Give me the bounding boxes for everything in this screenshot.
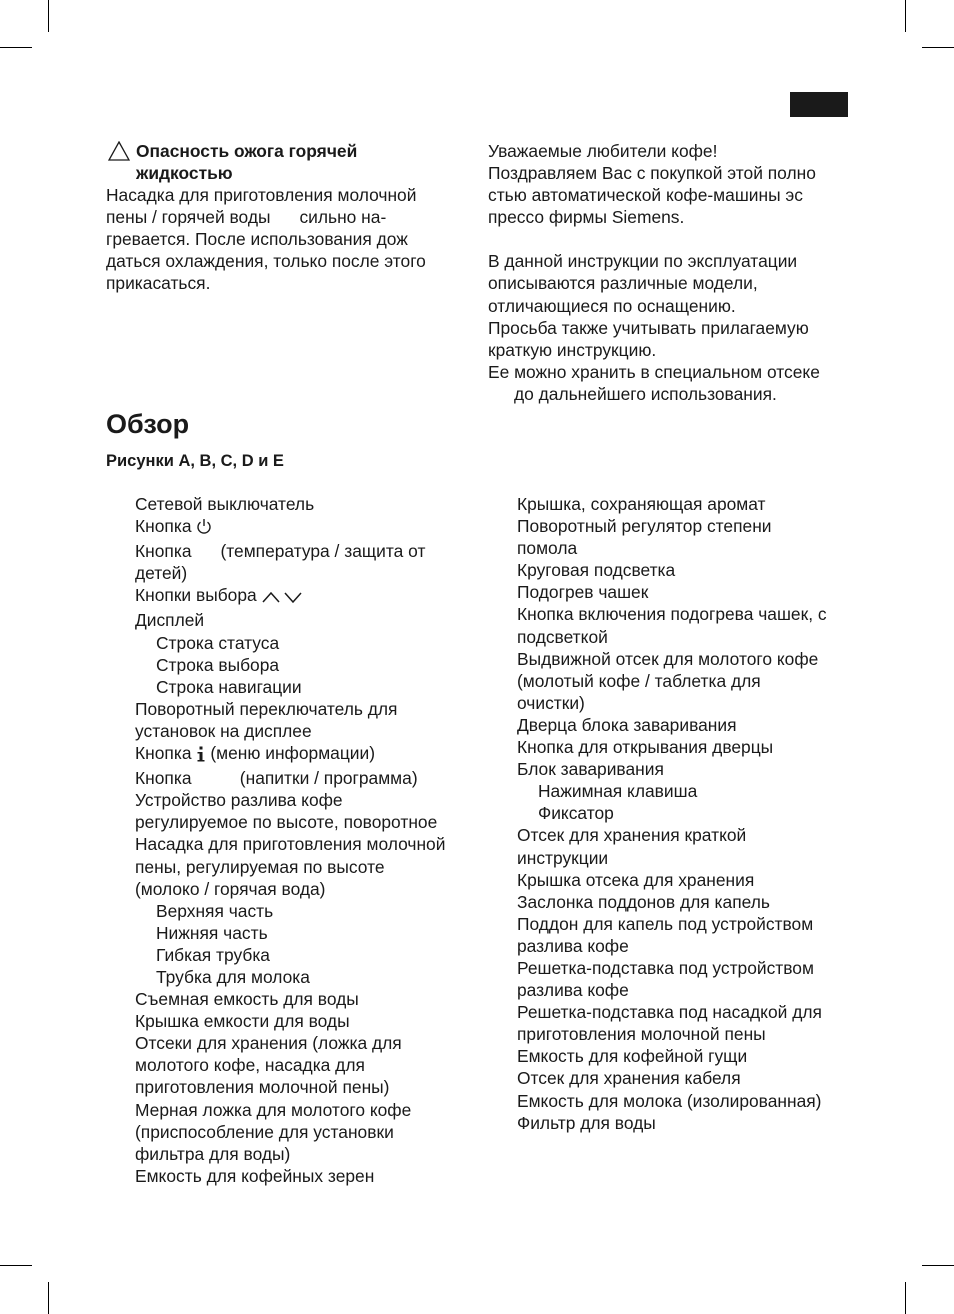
list-item-label: Строка статуса [156,632,280,653]
list-item [135,698,445,720]
list-item [517,979,827,1001]
intro-text [488,140,820,405]
list-item-label: Верхняя часть [156,900,274,921]
list-item-label: приготовления молочной пены [517,1024,766,1045]
list-item-label: Блок заваривания [517,759,664,780]
list-item-label: Решетка-подставка под насадкой для [517,1002,822,1023]
list-item-label: Фильтр для воды [517,1112,656,1133]
list-item [135,1032,445,1054]
list-item [517,736,827,758]
list-item [135,493,445,515]
list-item [135,833,445,855]
list-item-label: молотого кофе, насадка для [135,1055,365,1076]
list-item-label: детей) [135,563,188,584]
list-item [517,648,827,670]
intro-line: описываются различные модели, [488,273,758,294]
list-item-label: Насадка для приготовления молочной [135,834,446,855]
list-item-label: пены, регулируемая по высоте [135,856,385,877]
list-subitem [135,632,445,654]
list-item-label: Круговая подсветка [517,560,676,581]
list-item-tail: (меню информации) [205,743,376,764]
list-item [517,1045,827,1067]
list-item-label: Отсеки для хранения (ложка для [135,1033,402,1054]
list-item [517,957,827,979]
warning-body-line: пены / горячей воды сильно на- [106,207,387,228]
list-item [135,1076,445,1098]
crop-mark [905,1282,906,1314]
list-item [135,584,445,609]
warning-body-line: Насадка для приготовления молочной [106,185,417,205]
parts-list-right [517,493,827,1134]
list-item-label: Кнопка (напитки / программа) [135,768,418,789]
list-item [517,1023,827,1045]
list-subitem [135,900,445,922]
list-subitem [135,966,445,988]
crop-mark [48,1282,49,1314]
list-item [135,1121,445,1143]
list-item-label: Нижняя часть [156,922,268,943]
list-item-label: Строка выбора [156,654,280,675]
list-item-label: регулируемое по высоте, поворотное [135,812,438,833]
list-item [517,913,827,935]
list-item-label: Поддон для капель под устройством [517,913,814,934]
list-item-label: инструкции [517,847,609,868]
crop-mark [0,1265,32,1266]
list-item-label: Кнопка [135,743,192,764]
list-item [517,847,827,869]
intro-line: прессо фирмы Siemens. [488,207,685,228]
list-item [517,891,827,913]
list-subitem [517,802,827,824]
list-subitem [135,676,445,698]
crop-mark [905,0,906,32]
list-item-label: (молотый кофе / таблетка для [517,670,761,691]
list-subitem [135,654,445,676]
list-item [135,1143,445,1165]
intro-line: В данной инструкции по эксплуатации [488,251,798,272]
list-item-label: Дверца блока заваривания [517,714,737,735]
list-item-label: Гибкая трубка [156,944,270,965]
list-item-label: Решетка-подставка под устройством [517,957,814,978]
warning-body-line: гревается. После использования дож [106,229,408,250]
list-item [135,767,445,789]
list-item [517,692,827,714]
list-item-label: Дисплей [135,610,205,631]
list-item [135,811,445,833]
list-item-label: Кнопка включения подогрева чашек, с [517,604,827,625]
intro-line: краткую инструкцию. [488,339,657,360]
list-item-label: Отсек для хранения краткой [517,825,747,846]
list-item [135,856,445,878]
list-subitem [517,780,827,802]
list-item-label: Строка навигации [156,676,302,697]
list-item-label: установок на дисплее [135,720,312,741]
warning-body-line: даться охлаждения, только после этого [106,251,426,272]
list-item-label: Нажимная клавиша [538,781,698,802]
intro-line: Уважаемые любители кофе! [488,141,718,161]
warning-title-line: Опасность ожога горячей [136,141,358,161]
list-item-label: Крышка отсека для хранения [517,869,755,890]
crop-mark [922,1265,954,1266]
list-item-label: Крышка емкости для воды [135,1011,350,1032]
list-item-label: приготовления молочной пены) [135,1077,390,1098]
info-icon [196,745,206,767]
section-title: Обзор [106,409,190,439]
list-item [517,581,827,603]
intro-line: стью автоматической кофе-машины эс [488,185,803,206]
crop-mark [48,0,49,32]
list-item [517,515,827,537]
list-item [135,1054,445,1076]
list-item [135,789,445,811]
list-item [517,537,827,559]
intro-line: до дальнейшего использования. [514,383,777,404]
list-item-label: Поворотный переключатель для [135,698,398,719]
list-item [135,1165,445,1187]
list-item-label: Фиксатор [538,803,614,824]
list-item-label: Заслонка поддонов для капель [517,891,770,912]
list-item [517,1090,827,1112]
crop-mark [922,47,954,48]
list-item-label: Емкость для молока (изолированная) [517,1090,822,1111]
list-item [517,1112,827,1134]
list-item [135,742,445,767]
language-tab [790,92,848,117]
list-item [135,515,445,540]
list-subitem [135,922,445,944]
intro-line: отличающиеся по оснащению. [488,295,736,316]
intro-line: Ее можно хранить в специальном отсеке [488,361,820,382]
list-item-label: (молоко / горячая вода) [135,878,326,899]
list-item [135,720,445,742]
list-item-label: очистки) [517,692,585,713]
intro-line: Просьба также учитывать прилагаемую [488,317,809,338]
list-item-label: разлива кофе [517,980,629,1001]
list-item-label: Мерная ложка для молотого кофе [135,1099,412,1120]
list-item-label: подсветкой [517,626,608,647]
list-item-label: Кнопки выбора [135,585,257,606]
list-item-label: Сетевой выключатель [135,494,315,514]
list-item-label: разлива кофе [517,935,629,956]
list-item-label: Съемная емкость для воды [135,989,359,1010]
list-item [517,1001,827,1023]
list-item-label: фильтра для воды) [135,1143,291,1164]
list-item [517,824,827,846]
crop-mark [0,47,32,48]
list-item-label: помола [517,538,578,559]
warning-body-line: прикасаться. [106,273,211,294]
chevron-up-down-icon [261,587,303,609]
list-item [517,559,827,581]
list-item [517,493,827,515]
warning-title-line: жидкостью [136,163,233,184]
list-item [517,1067,827,1089]
intro-line: Поздравляем Вас с покупкой этой полно [488,163,816,184]
power-icon [196,518,212,540]
list-item [135,609,445,631]
list-item-label: Кнопка (температура / защита от [135,541,426,562]
list-item-label: Выдвижной отсек для молотого кофе [517,648,819,669]
list-item [135,562,445,584]
list-item [517,869,827,891]
list-item [135,1099,445,1121]
list-item-label: Трубка для молока [156,966,310,987]
list-item-label: Емкость для кофейной гущи [517,1046,748,1067]
list-item [135,988,445,1010]
list-item-label: Подогрев чашек [517,582,649,603]
list-item [135,540,445,562]
list-item-label: Крышка, сохраняющая аромат [517,494,766,514]
list-item-label: Устройство разлива кофе [135,790,343,811]
list-item [517,670,827,692]
list-item [517,758,827,780]
parts-list-left [135,493,445,1187]
list-item-label: Отсек для хранения кабеля [517,1068,741,1089]
list-item-label: Емкость для кофейных зерен [135,1165,375,1186]
warning-body [106,184,426,294]
list-item-label: (приспособление для установки [135,1121,394,1142]
list-item-label: Кнопка для открывания дверцы [517,737,774,758]
list-item-label: Поворотный регулятор степени [517,516,772,537]
list-item [517,603,827,625]
list-item [517,935,827,957]
list-item [517,714,827,736]
list-item-label: Кнопка [135,516,192,537]
list-item [135,1010,445,1032]
warning-title [108,140,448,184]
list-subitem [135,944,445,966]
intro-line [488,228,820,250]
list-item [135,878,445,900]
figures-reference: Рисунки A, B, C, D и E [106,452,284,470]
list-item [517,626,827,648]
